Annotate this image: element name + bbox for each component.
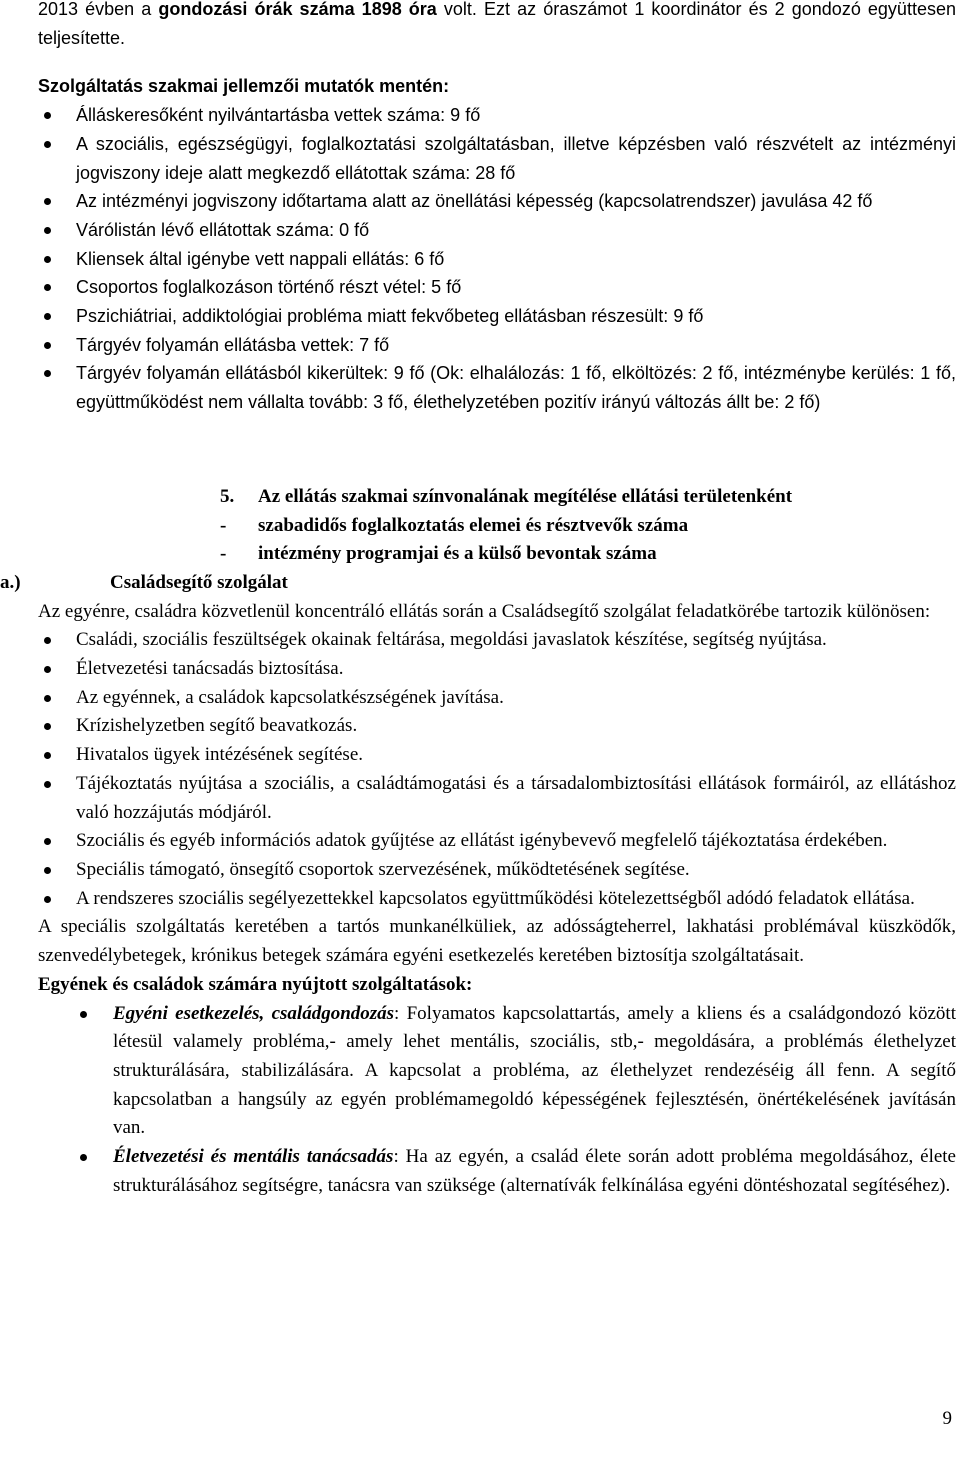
- service-term: Életvezetési és mentális tanácsadás: [113, 1146, 394, 1168]
- list-item: Életvezetési tanácsadás biztosítása.: [38, 655, 956, 684]
- list-item: Az intézményi jogviszony időtartama alatt az önellátási képesség (kapcsolatrendszer) javulása 42 fő: [38, 187, 956, 216]
- list-item: Krízishelyzetben segítő beavatkozás.: [38, 712, 956, 741]
- list-item: Csoportos foglalkozáson történő részt vétel: 5 fő: [38, 273, 956, 302]
- list-item: Az egyénnek, a családok kapcsolatkészségének javítása.: [38, 684, 956, 713]
- part-a-intro: Az egyénre, családra közvetlenül koncentráló ellátás során a Családsegítő szolgálat feladatkörébe tartozik különösen:: [38, 600, 931, 622]
- indicators-list: [38, 101, 956, 417]
- list-item: Tájékoztatás nyújtása a szociális, a családtámogatási és a társadalombiztosítási ellátások formáiról, az ellátáshoz való hozzájutás módjáról.: [38, 770, 956, 827]
- list-item: Családi, szociális feszültségek okainak feltárása, megoldási javaslatok készítése, segítség nyújtása.: [38, 626, 956, 655]
- service-term: Egyéni esetkezelés, családgondozás: [113, 1002, 395, 1024]
- indicators-heading: Szolgáltatás szakmai jellemzői mutatók mentén:: [38, 76, 450, 97]
- tasks-list: [38, 626, 956, 913]
- list-item: A szociális, egészségügyi, foglalkoztatási szolgáltatásban, illetve képzésben való részvételt az intézményi jogviszony ideje alatt megkezdő ellátottak száma: 28 fő: [38, 130, 956, 187]
- intro-highlight: gondozási órák száma 1898 óra: [158, 0, 437, 19]
- page-number: 9: [942, 1408, 952, 1429]
- list-item: Hivatalos ügyek intézésének segítése.: [38, 741, 956, 770]
- list-item: Kliensek által igénybe vett nappali ellátás: 6 fő: [38, 245, 956, 274]
- services-list: [38, 1000, 956, 1201]
- section-5-line-2: szabadidős foglalkoztatás elemei és résztvevők száma: [258, 514, 689, 536]
- intro-paragraph: 2013 évben a gondozási órák száma 1898 óra volt. Ezt az óraszámot 1 koordinátor és 2 gondozó együttesen teljesítette.: [38, 0, 956, 48]
- part-a-label: a.): [0, 571, 21, 593]
- list-item: Tárgyév folyamán ellátásból kikerültek: 9 fő (Ok: elhalálozás: 1 fő, elköltözés: 2 fő, intézménybe kerülés: 1 fő, együttműködést nem vállalta tovább: 3 fő, élethelyzetében pozitív irányú változás állt be: 2 fő): [38, 359, 956, 416]
- list-item: Várólistán lévő ellátottak száma: 0 fő: [38, 216, 956, 245]
- services-heading: Egyének és családok számára nyújtott szolgáltatások:: [38, 973, 473, 995]
- part-a-heading: [0, 569, 956, 598]
- list-item: A rendszeres szociális segélyezettekkel kapcsolatos együttműködési kötelezettségből adódó feladatok ellátása.: [38, 885, 956, 914]
- section-5-title: Az ellátás szakmai színvonalának megítélése ellátási területenként: [258, 485, 793, 507]
- list-item: Álláskeresőként nyilvántartásba vettek száma: 9 fő: [38, 101, 956, 130]
- part-a-title: Családsegítő szolgálat: [110, 571, 288, 593]
- service-item: Egyéni esetkezelés, családgondozás: Folyamatos kapcsolattartás, amely a kliens és a családgondozó között létesül valamely probléma,- amely lehet mentális, szociális, stb,- megoldására, a problémás élethelyzet strukturálására, stabilizálására. A kapcsolat a probléma, az élethelyzet rendezéséig áll fenn. A segítő kapcsolatban a hangsúly az egyén problémamegoldó képességének fejlesztésén, önértékelésének javításán van.: [38, 1000, 956, 1144]
- section-5-heading: 5. Az ellátás szakmai színvonalának megítélése ellátási területenként - szabadidős foglalkoztatás elemei és résztvevők száma - intézmény programjai és a külső bevontak száma: [220, 483, 956, 569]
- list-item: Speciális támogató, önsegítő csoportok szervezésének, működtetésének segítése.: [38, 856, 956, 885]
- section-5-line-3: intézmény programjai és a külső bevontak száma: [258, 543, 657, 565]
- service-item: Életvezetési és mentális tanácsadás: Ha az egyén, a család élete során adott probléma megoldásához, élete strukturálásához segítségre, tanácsra van szüksége (alternatívák felkínálása egyéni döntéshozatal segítéséhez).: [38, 1143, 956, 1200]
- list-item: Tárgyév folyamán ellátásba vettek: 7 fő: [38, 331, 956, 360]
- list-item: Szociális és egyéb információs adatok gyűjtése az ellátást igénybevevő megfelelő tájékoztatása érdekében.: [38, 827, 956, 856]
- special-services-paragraph: A speciális szolgáltatás keretében a tartós munkanélküliek, az adósságteherrel, lakhatási problémával küszködők, szenvedélybetegek, krónikus betegek számára egyéni esetkezelés keretében biztosítja szolgáltatásait.: [38, 916, 956, 967]
- list-item: Pszichiátriai, addiktológiai probléma miatt fekvőbeteg ellátásban részesült: 9 fő: [38, 302, 956, 331]
